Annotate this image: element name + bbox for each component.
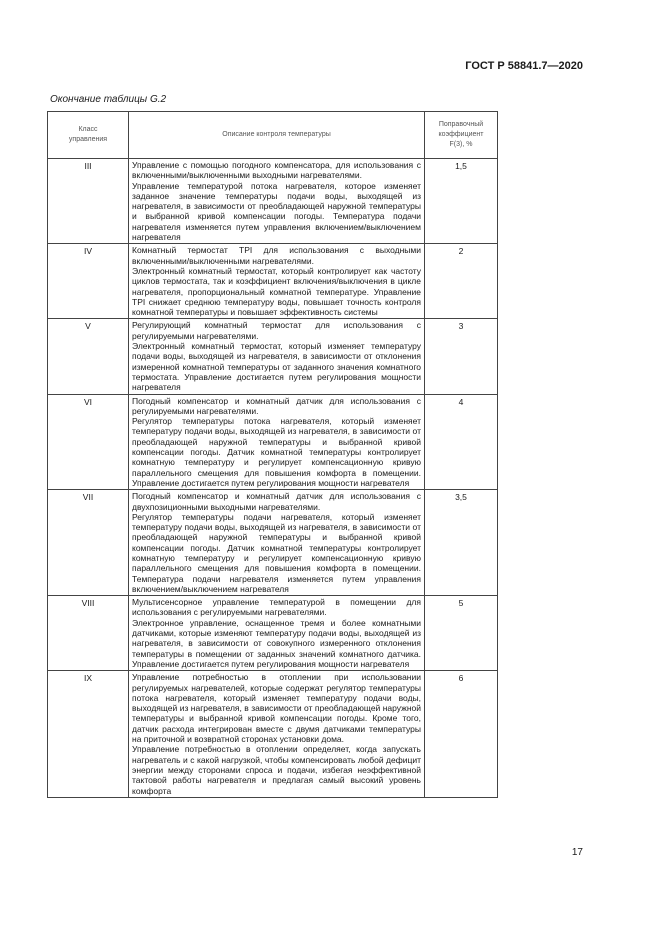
description-cell — [129, 596, 425, 671]
coefficient-cell: 6 — [425, 671, 498, 798]
coefficient-cell: 5 — [425, 596, 498, 671]
description-cell — [129, 319, 425, 394]
header-coef-line1: Поправочный — [438, 121, 484, 128]
description-cell — [129, 159, 425, 244]
table-row — [48, 159, 498, 244]
table-row — [48, 319, 498, 394]
table-row — [48, 596, 498, 671]
header-description: Описание контроля температуры — [129, 112, 425, 159]
class-cell: VIII — [48, 596, 129, 671]
table-row — [48, 490, 498, 596]
coefficient-cell: 1,5 — [425, 159, 498, 244]
description-paragraph: Комнатный термостат TPI для использования с выходными включенными/выключенными нагревателями. — [132, 245, 421, 266]
description-cell — [129, 244, 425, 319]
description-paragraph: Электронный комнатный термостат, который изменяет температуру подачи воды, выходящей из нагревателя, в зависимости от отклонения измеренной комнатной температуры от заданного значения комнатного термостата. Управление достигается путем регулирования мощности нагревателя — [132, 341, 421, 393]
description-paragraph: Мультисенсорное управление температурой в помещении для использования с регулируемыми нагревателями. — [132, 597, 421, 618]
description-paragraph: Погодный компенсатор и комнатный датчик для использования с регулируемыми нагревателями. — [132, 395, 421, 416]
table-row — [48, 244, 498, 319]
class-cell: III — [48, 159, 129, 244]
class-cell: IX — [48, 671, 129, 798]
header-class-line2: управления — [68, 136, 108, 143]
header-class — [48, 112, 129, 159]
control-classes-table — [47, 111, 498, 798]
page-number: 17 — [571, 847, 583, 858]
document-header: ГОСТ Р 58841.7—2020 — [465, 60, 583, 72]
class-cell: V — [48, 319, 129, 394]
table-header-row — [48, 112, 498, 159]
table-caption: Окончание таблицы G.2 — [50, 94, 167, 105]
header-coef-line3: F(3), % — [449, 141, 473, 148]
coefficient-cell: 2 — [425, 244, 498, 319]
description-paragraph: Погодный компенсатор и комнатный датчик для использования с двухпозиционными выходными нагревателями. — [132, 491, 421, 512]
description-paragraph: Электронный комнатный термостат, который контролирует как частоту циклов термостата, так и коэффициент включения/выключения в цикле нагревателя, пропорциональный комнатной температуре. Управление TPI снижает среднюю температуру воды, повышает точность контроля комнатной температуры и повышает эффективность системы — [132, 265, 421, 318]
class-cell: VI — [48, 394, 129, 490]
header-class-line1: Класс — [78, 126, 98, 133]
description-paragraph: Управление потребностью в отоплении при использовании регулируемых нагревателей, которые содержат регулятор температуры потока нагревателя, который изменяет температуру подачи воды, выходящей из нагревателя, в зависимости от преобладающей наружной температуры и выбранной кривой компенсации погоды. Кроме того, датчик расхода интегрирован вместе с двумя датчиками температуры на приточной и возвратной сторонах установки дома. — [132, 672, 421, 745]
description-paragraph: Управление потребностью в отоплении определяет, когда запускать нагреватель и с какой нагрузкой, чтобы компенсировать любой дефицит энергии между сторонами спроса и подачи, избегая неэффективной тактовой работы нагревателя и предлагая самый высокий уровень комфорта — [132, 744, 421, 796]
coefficient-cell: 3,5 — [425, 490, 498, 596]
header-coefficient — [425, 112, 498, 159]
class-cell: VII — [48, 490, 129, 596]
table-row — [48, 671, 498, 798]
description-paragraph: Управление с помощью погодного компенсатора, для использования с включенными/выключенными выходными нагревателями. — [132, 160, 421, 181]
description-paragraph: Управление температурой потока нагревателя, которое изменяет заданное значение температуры подачи воды, выходящей из нагревателя, в зависимости от преобладающей наружной температуры и выбранной кривой компенсации погоды. Температура подачи нагревателя изменяется путем управления включением/выключением нагревателя — [132, 180, 421, 243]
coefficient-cell: 3 — [425, 319, 498, 394]
description-paragraph: Электронное управление, оснащенное тремя и более комнатными датчиками, которые изменяют температуру подачи воды, выходящей из нагревателя, в зависимости от совокупного измеренного отклонения температуры в помещении от заданных значений комнатного датчика. Управление достигается путем регулирования мощности нагревателя — [132, 617, 421, 669]
description-cell — [129, 490, 425, 596]
header-coef-line2: коэффициент — [438, 131, 484, 138]
table-row — [48, 394, 498, 490]
description-paragraph: Регулятор температуры подачи нагревателя, который изменяет температуру подачи воды, выходящей из нагревателя, в зависимости от преобладающей наружной температуры и выбранной кривой компенсации погоды. Датчик комнатной температуры контролирует комнатную температуру и регулирует компенсационную кривую параллельного смещения для повышения комфорта в помещении. Температура подачи нагревателя изменяется путем управления включением/выключением нагревателя — [132, 511, 421, 594]
coefficient-cell: 4 — [425, 394, 498, 490]
description-paragraph: Регулирующий комнатный термостат для использования с регулируемыми нагревателями. — [132, 320, 421, 341]
description-cell — [129, 394, 425, 490]
class-cell: IV — [48, 244, 129, 319]
description-cell — [129, 671, 425, 798]
description-paragraph: Регулятор температуры потока нагревателя, который изменяет температуру подачи воды, выходящей из нагревателя, в зависимости от преобладающей наружной температуры и выбранной кривой компенсации погоды. Датчик комнатной температуры контролирует комнатную температуру и регулирует компенсационную кривую параллельного смещения для повышения комфорта в помещении. Управление достигается путем регулирования мощности нагревателя — [132, 416, 421, 488]
